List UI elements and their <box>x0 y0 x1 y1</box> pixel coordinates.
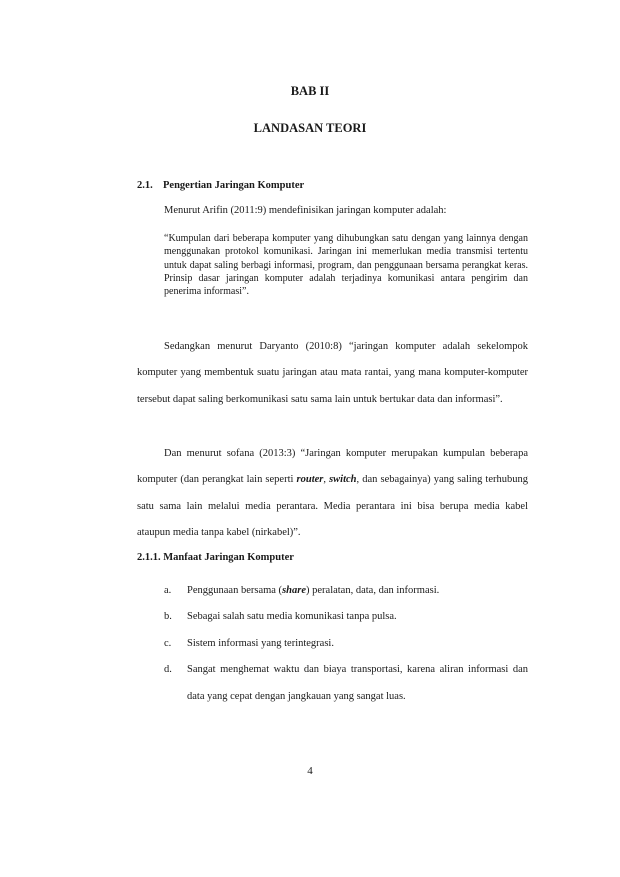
list-item-text <box>187 578 528 604</box>
list-item-text: Sistem informasi yang terintegrasi. <box>187 637 334 649</box>
list-marker: d. <box>164 664 172 676</box>
section-title: Pengertian Jaringan Komputer <box>163 180 305 191</box>
paragraph-sofana-text-b: , dan sebagainya) yang saling terhubung satu sama lain melalui media perantara. Media perantara ini bisa berupa media kabel ataupun media tanpa kabel (nirkabel)”. <box>137 474 529 539</box>
list-marker: c. <box>164 637 172 649</box>
list-marker: a. <box>164 585 172 596</box>
paragraph-sofana-comma: , <box>323 474 330 486</box>
subsection-heading-2-1-1: 2.1.1. Manfaat Jaringan Komputer <box>137 552 294 563</box>
chapter-heading: BAB II <box>290 84 330 98</box>
list-item-text-post: ) peralatan, data, dan informasi. <box>306 585 440 596</box>
term-router: router <box>296 474 324 486</box>
paragraph-daryanto-text: Sedangkan menurut Daryanto (2010:8) “jaringan komputer adalah sekelompok komputer yang membentuk suatu jaringan atau mata rantai, yang mana komputer-komputer tersebut dapat saling berkomunikasi satu sama lain untuk bertukar data dan informasi”. <box>137 341 528 405</box>
definition-intro: Menurut Arifin (2011:9) mendefinisikan jaringan komputer adalah: <box>164 205 447 216</box>
list-marker: b. <box>164 611 172 623</box>
block-quote: “Kumpulan dari beberapa komputer yang dihubungkan satu dengan yang lainnya dengan menggunakan protokol komunikasi. Jaringan ini memerlukan media transmisi tertentu untuk dapat saling berbagi informasi, program, dan penggunaan bersama perangkat keras. Prinsip dasar jaringan komputer adalah terjadinya komunikasi antara pengirim dan penerima informasi”. <box>164 233 528 298</box>
list-item-text-pre: Penggunaan bersama ( <box>187 585 283 596</box>
list-item <box>164 604 528 630</box>
section-number: 2.1. <box>137 180 153 191</box>
page-number: 4 <box>307 765 313 777</box>
list-item-text: Sangat menghemat waktu dan biaya transportasi, karena aliran informasi dan data yang cepat dengan jangkauan yang sangat luas. <box>187 664 528 702</box>
list-item-text: Sebagai salah satu media komunikasi tanpa pulsa. <box>187 611 397 623</box>
section-heading-2-1 <box>137 180 304 191</box>
paragraph-daryanto <box>137 334 528 413</box>
paragraph-sofana-text-a: Dan menurut sofana (2013:3) “Jaringan komputer merupakan kumpulan beberapa komputer (dan perangkat lain seperti <box>137 448 528 486</box>
term-switch: switch <box>329 474 357 486</box>
list-item <box>164 578 528 604</box>
chapter-title: LANDASAN TEORI <box>253 121 367 135</box>
benefits-list <box>164 578 528 710</box>
list-item <box>164 631 528 657</box>
paragraph-sofana <box>137 441 528 547</box>
term-share: share <box>282 585 306 596</box>
list-item <box>164 657 528 710</box>
